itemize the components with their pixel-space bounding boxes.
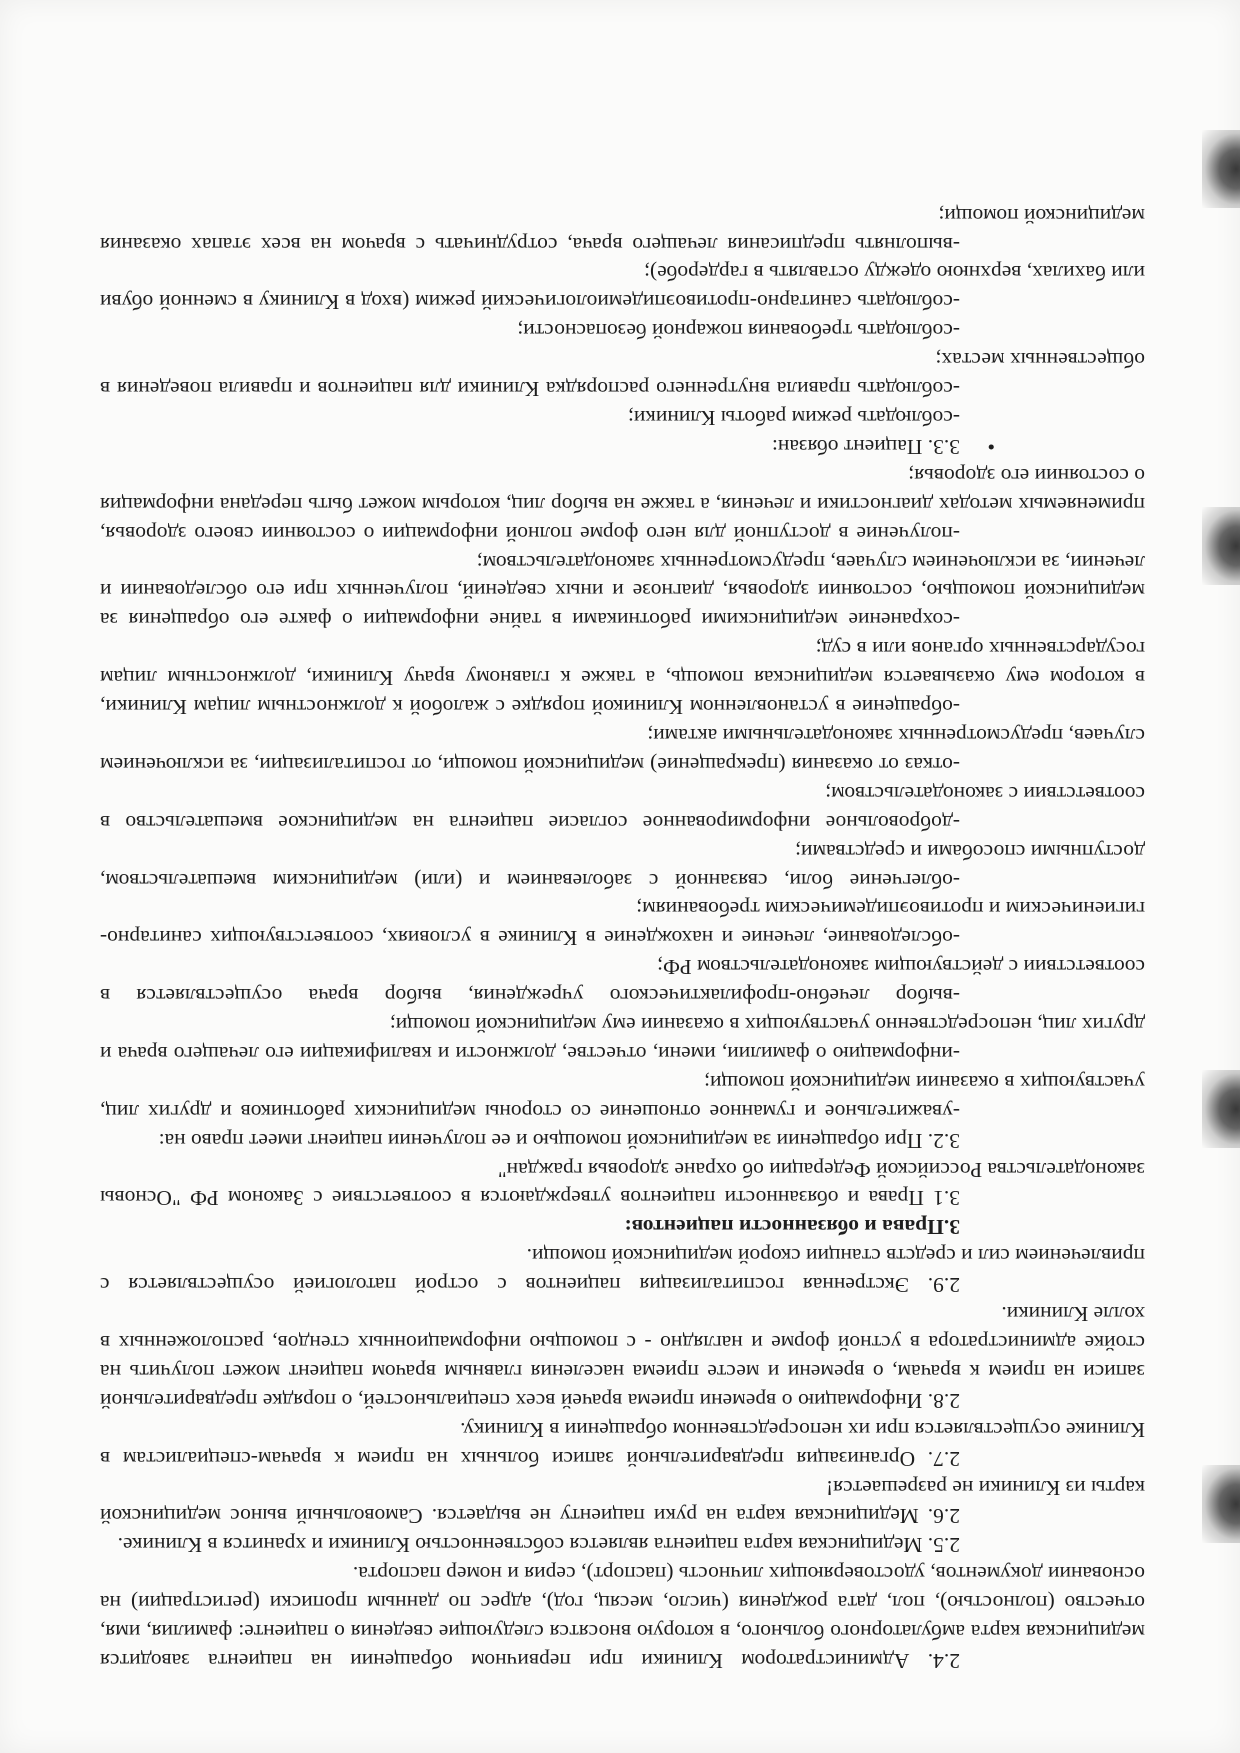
paragraph-2-5: 2.5. Медицинская карта пациента является собственностью Клиники и хранится в Клинике.: [117, 1533, 960, 1558]
right-item: -уважительное и гуманное отношение со стороны медицинских работников и других лиц, участвующих в оказании медицинской помощи;: [100, 1070, 1145, 1124]
duty-item: -соблюдать требования пожарной безопасности;: [517, 319, 960, 344]
right-item: -отказ от оказания (прекращение) медицинской помощи, от госпитализации, за исключением случаев, предусмотренных законодательными актами;: [100, 724, 1145, 777]
bullet-icon: •: [987, 434, 995, 459]
right-item: -обследование, лечение и нахождение в Клинике в условиях, соответствующих санитарно-гигиеническим и противоэпидемическим требованиям;: [100, 897, 1145, 951]
right-item: -выбор лечебно-профилактического учреждения, выбор врача осуществляется в соответствии с действующим законодательством РФ;: [100, 955, 1145, 1009]
duty-item: -соблюдать режим работы Клиники;: [627, 406, 960, 431]
right-item: -сохранение медицинскими работниками в тайне информации о факте его обращения за медицинской помощью, состоянии здоровья, диагнозе и иных сведений, полученных при его обследовании и лечении, за исключением случаев, предусмотренных законодательством;: [100, 550, 1145, 633]
paragraph-3-1: 3.1 Права и обязанности пациентов утверждаются в соответствие с Законом РФ "Основы законодательства Российской Федерации об охране здоровья граждан": [100, 1157, 1145, 1211]
paragraph-2-8: 2.8. Информацию о времени приема врачей всех специальностей, о порядке предварительной записи на прием к врачам, о времени и месте приема населения главным врачом пациент может получить на стойке администратора в устной форме и наглядно - с помощью информационных стендов, расположенных в холле Клиники.: [100, 1302, 1145, 1413]
paragraph-3-2: 3.2. При обращении за медицинской помощью и ее получении пациент имеет право на:: [158, 1128, 960, 1153]
paragraph-2-9: 2.9. Экстренная госпитализация пациентов с острой патологией осуществляется с привлечением сил и средств станции скорой медицинской помощи.: [100, 1244, 1145, 1298]
paragraph-2-4: 2.4. Администратором Клиники при первичном обращении на пациента заводится медицинская карта амбулаторного больного, в которую вносятся следующие сведения о пациенте: фамилия, имя, отчество (полностью), пол, дата рождения (число, месяц, год), адрес по данным прописки (регистрации) на основании документов, удостоверяющих личность (паспорт), серия и номер паспорта.: [100, 1562, 1145, 1673]
paragraph-2-6: 2.6. Медицинская карта на руки пациенту не выдается. Самовольный вынос медицинской карты из Клиники не разрешается!: [100, 1475, 1145, 1529]
document-body: [100, 201, 1145, 1675]
duty-item: -выполнять предписания лечащего врача, сотрудничать с врачом на всех этапах оказания медицинской помощи;: [100, 203, 1145, 257]
paragraph-3-3: [100, 432, 1145, 461]
duty-item: -соблюдать санитарно-противоэпидемиологический режим (вход в Клинику в сменной обуви или бахилах, верхнюю одежду оставлять в гардеробе);: [100, 261, 1145, 315]
right-item: -информацию о фамилии, имени, отчестве, должности и квалификации его лечащего врача и других лиц, непосредственно участвующих в оказании ему медицинской помощи;: [100, 1013, 1145, 1066]
binder-hole-mark: [1202, 1070, 1240, 1148]
right-item: -добровольное информированное согласие пациента на медицинское вмешательство в соответствии с законодательством;: [100, 781, 1145, 835]
right-item: -облегчение боли, связанной с заболеванием и (или) медицинским вмешательством, доступными способами и средствами;: [100, 839, 1145, 893]
binder-hole-mark: [1202, 507, 1240, 585]
binder-hole-mark: [1202, 1465, 1240, 1543]
binder-hole-mark: [1202, 130, 1240, 208]
section-3-heading: 3.Права и обязанности пациентов:: [624, 1215, 960, 1240]
duty-item: -соблюдать правила внутреннего распорядка Клиники для пациентов и правила поведения в общественных местах;: [100, 348, 1145, 402]
paragraph-2-7: 2.7. Организация предварительной записи больных на прием к врачам-специалистам в Клинике осуществляется при их непосредственном обращении в Клинику.: [100, 1417, 1145, 1471]
right-item: -обращение в установленном Клиникой порядке с жалобой к должностным лицам Клиники, в котором ему оказывается медицинская помощь, а также к главному врачу Клиники, должностным лицам государственных органов или в суд;: [100, 637, 1145, 720]
paragraph-3-3-text: 3.3. Пациент обязан:: [771, 434, 960, 459]
right-item: -получение в доступной для него форме полной информации о состоянии своего здоровья, применяемых методах диагностики и лечения, а также на выбор лиц, которым может быть передана информация о состоянии его здоровья;: [100, 463, 1145, 546]
